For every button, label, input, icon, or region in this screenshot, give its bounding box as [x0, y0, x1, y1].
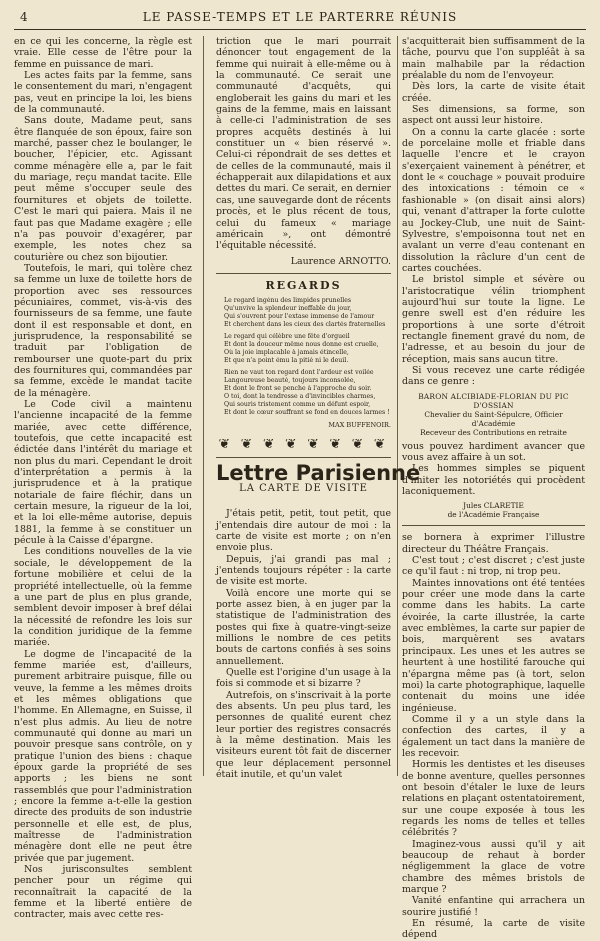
poem-line: Le regard ingénu des limpides prunelles — [224, 297, 352, 305]
card-line: BARON ALCIBIADE-FLORIAN DU PIC D'OSSIAN — [418, 391, 569, 410]
paragraph: s'acquitterait bien suffisamment de la tâche, pourvu que l'on suppléât à sa main malhabile par la rédaction préalable du nom de l'envoyeur. — [402, 36, 585, 82]
column-separator — [203, 36, 204, 776]
poem-line: Le regard qui célèbre une fête d'orgueil — [224, 333, 350, 341]
paragraph: Sans doute, Madame peut, sans être flanquée de son époux, faire son marché, passer chez le boulanger, le boucher, l'épicier, etc. Agissant comme ménagère elle a, par le fait du mariage, reçu mandat tacite. Elle peut même s'occuper seule des fournitures et objets de toilette. C'est le mari qui paiera. Mais il ne faut pas que Madame exagère ; elle n'a pas pouvoir d'exagérer, par exemple, les notes chez sa couturière ou chez son bijoutier. — [14, 115, 192, 263]
poem-line: Langoureuse beauté, toujours inconsolée, — [224, 377, 356, 385]
column-1 — [14, 36, 192, 921]
paragraph: En résumé, la carte de visite dépend — [402, 918, 585, 941]
page-number: 4 — [20, 10, 29, 24]
paragraph: On a connu la carte glacée : sorte de porcelaine molle et friable dans laquelle l'encre et le crayon s'exerçaient vainement à pénétrer, et dont le « couchage » pouvait produire des intoxications : témoin ce « fashionable » (on disait ainsi alors) qui, venant d'attraper la forte culotte au Jockey-Club, une nuit de Saint-Sylvestre, s'empoisonna tout net en avalant un verre d'eau contenant en dissolution la râclure d'un cent de cartes couchées. — [402, 126, 585, 274]
paragraph: Ses dimensions, sa forme, son aspect ont aussi leur histoire. — [402, 104, 585, 127]
poem-stanza — [224, 333, 391, 365]
paragraph: se bornera à exprimer l'illustre directeur du Théâtre Français. — [402, 532, 585, 555]
column-3 — [402, 36, 585, 941]
poem-line: Où la joie implacable à jamais étincelle, — [224, 349, 349, 357]
section-title: Lettre Parisienne — [216, 460, 421, 485]
poem-line: Qui s'ouvrent pour l'extase immense de l'amour — [224, 313, 375, 321]
paragraph: Le bristol simple et sévère ou l'aristocratique vélin triomphent aujourd'hui sur toute la ligne. Le genre swell est d'en réduire les proportions à une sorte d'étroit rectangle finement gravé du nom, de l'adresse, et au besoin du jour de réception, mais sans aucun titre. — [402, 274, 585, 365]
card-line: Receveur des Contributions en retraite — [420, 427, 567, 437]
column-separator — [397, 36, 398, 776]
poem-line: Qu'unvive la splendeur ineffable du jour, — [224, 305, 352, 313]
paragraph: J'étais petit, petit, tout petit, que j'entendais dire autour de moi : la carte de visite est morte ; on n'en envoie plus. — [216, 508, 391, 554]
paragraph: triction que le mari pourrait dénoncer tout engagement de la femme qui nuirait à elle-même ou à la communauté. Ce serait une communauté d'acquêts, qui engloberait les gains du mari et les gains de la femme, mais en laissant à celle-ci l'administration de ses propres acquêts destinés à lui constituer un « bien réservé ». Celui-ci répondrait de ses dettes et de celles de la communauté, mais il échapperait aux dilapidations et aux dettes du mari. Ce serait, en dernier cas, une sauvegarde dont de récents procès, et le plus récent de tous, celui du fameux « mariage américain », ont démontré l'équitable nécessité. — [216, 36, 391, 252]
paragraph: Le dogme de l'incapacité de la femme mariée est, d'ailleurs, purement arbitraire puisque, fille ou veuve, la femme a les mêmes droits et les mêmes obligations que l'homme. En Allemagne, en Suisse, il n'est plus admis. Au lieu de notre communauté qui donne au mari un pouvoir presque sans contrôle, on y pratique l'union des biens : chaque époux garde la propriété de ses apports ; les biens ne sont rassemblés que pour l'administration ; encore la femme a-t-elle la gestion directe des produits de son industrie personnelle et elle est, de plus, maîtresse de l'administration ménagère dont elle ne peut être privée que par jugement. — [14, 648, 192, 864]
paragraph: Comme il y a un style dans la confection des cartes, il y a également un tact dans la manière de les recevoir. — [402, 713, 585, 759]
paragraph: Si vous recevez une carte rédigée dans ce genre : — [402, 364, 585, 388]
divider — [216, 273, 391, 274]
poem-signature: MAX BUFFENOIR. — [328, 421, 391, 430]
paragraph: Toutefois, le mari, qui tolère chez sa femme un luxe de toilette hors de proportion avec ses ressources pécuniaires, commet, vis-à-vis des fournisseurs de sa femme, une faute dont il est responsable et dont, en jurisprudence, la responsabilité se traduit par l'obligation de rembourser une quote-part du prix des fournitures qui, commandées par sa femme, excède le mandat tacite de la ménagère. — [14, 262, 192, 399]
paragraph: Nos jurisconsultes semblent pencher pour un régime qui reconnaîtrait la capacité de la femme et la liberté entière de contracter, mais avec cette res- — [14, 864, 192, 921]
paragraph: Vanité enfantine qui arrachera un sourire justifié ! — [402, 895, 585, 918]
poem-line: Et dont le cœur souffrant se fond en douces larmes ! — [224, 409, 390, 417]
paragraph: Quelle est l'origine d'un usage à la fois si commode et si bizarre ? — [216, 667, 391, 690]
paragraph: Autrefois, on s'inscrivait à la porte des absents. Un peu plus tard, les personnes de qualité eurent chez leur portier des registres consacrés à la même destination. Mais les visiteurs eurent tôt fait de discerner que leur déplacement personnel était inutile, et qu'un valet — [216, 689, 391, 781]
paragraph: Hormis les dentistes et les diseuses de bonne aventure, quelles personnes ont besoin d'étaler le luxe de leurs relations en plaçant ostentatoirement, sur une coupe exposée à tous les regards les noms de telles et telles célébrités ? — [402, 759, 585, 839]
paragraph: Depuis, j'ai grandi pas mal ; j'entends toujours répéter : la carte de visite est morte. — [216, 553, 391, 588]
divider — [216, 457, 391, 458]
page-header — [14, 10, 586, 28]
visiting-card-example — [402, 501, 585, 519]
paragraph: Voilà encore une morte qui se porte assez bien, à en juger par la statistique de l'administration des postes qui fixe à quatre-vingt-seize millions le nombre de ces petits bouts de cartons confiés à ses soins annuellement. — [216, 587, 391, 667]
poem-stanza — [224, 369, 391, 417]
poem-line: Rien ne vaut ton regard dont l'ardeur est voilée — [224, 369, 374, 377]
ornament-row: ❦ ❦ ❦ ❦ ❦ ❦ ❦ ❦ — [218, 439, 389, 451]
paragraph: vous pouvez hardiment avancer que vous avez affaire à un sot. — [402, 440, 585, 463]
divider — [402, 525, 585, 526]
paragraph: Le Code civil a maintenu l'ancienne incapacité de la femme mariée, avec cette différence, toutefois, que cette incapacité est édictée dans l'intérêt du mariage et non plus du mari. Cependant le droit d'interprétation a permis à la jurisprudence et à la pratique notariale de faire fléchir, dans un certain mesure, la rigueur de la loi, et la loi elle-même autorise, depuis 1881, la femme à se constituer un pécule à la Caisse d'épargne. — [14, 399, 192, 547]
section-subtitle: LA CARTE DE VISITE — [239, 482, 368, 494]
paragraph: Les actes faits par la femme, sans le consentement du mari, n'engagent pas, veut en principe la loi, les biens de la communauté. — [14, 70, 192, 116]
poem-line: Et que n'a point ému la pitié ni le deuil. — [224, 357, 349, 365]
poem-line: Qui souris tristement comme un défunt espoir, — [224, 401, 371, 409]
header-rule — [14, 29, 586, 30]
paragraph: Les conditions nouvelles de la vie sociale, le développement de la fortune mobilière et celui de la propriété intellectuelle, où la femme a une part de plus en plus grande, semblent devoir imposer à bref délai la nécessité de refondre les lois sur la condition juridique de la femme mariée. — [14, 546, 192, 649]
poem-line: O toi, dont la tendresse a d'invincibles charmes, — [224, 393, 376, 401]
paragraph: Dès lors, la carte de visite était créée. — [402, 81, 585, 104]
paragraph: Imaginez-vous aussi qu'il y ait beaucoup de rehaut à border négligemment la glace de votre chambre des mêmes bristols de marque ? — [402, 838, 585, 896]
paragraph: Les hommes simples se piquent d'imiter les notoriétés qui procèdent laconiquement. — [402, 463, 585, 498]
article-signature: Laurence ARNOTTO. — [290, 255, 391, 267]
card-line: de l'Académie Française — [447, 510, 540, 520]
card-line: Jules CLARETIE — [463, 501, 524, 511]
journal-title: LE PASSE-TEMPS ET LE PARTERRE RÉUNIS — [142, 10, 458, 24]
paragraph: en ce qui les concerne, la règle est vraie. Elle cesse de l'être pour la femme en puissance de mari. — [14, 36, 192, 70]
card-line: Chevalier du Saint-Sépulcre, Officier d'Académie — [424, 409, 563, 428]
paragraph: C'est tout ; c'est discret ; c'est juste ce qu'il faut : ni trop, ni trop peu. — [402, 555, 585, 578]
poem-line: Et dont le front se penche à l'approche du soir. — [224, 385, 372, 393]
paragraph: Maintes innovations ont été tentées pour créer une mode dans la carte comme dans les habits. La carte évoirée, la carte illustrée, la carte avec emblèmes, la carte sur papier de bois, marquèrent ses avatars principaux. Les unes et les autres se heurtent à une hostilité farouche qui n'épargna même pas (à tort, selon moi) la carte photographique, laquelle contenait du moins une idée ingénieuse. — [402, 577, 585, 714]
poem-stanza — [224, 297, 391, 329]
poem-line: Et dont la douceur même nous donne est cruelle, — [224, 341, 379, 349]
poem-line: Et cherchent dans les cieux des clartés fraternelles — [224, 321, 386, 329]
visiting-card-example — [402, 392, 585, 437]
poem-title: REGARDS — [265, 278, 342, 292]
column-2 — [216, 36, 421, 781]
poem — [216, 297, 391, 429]
